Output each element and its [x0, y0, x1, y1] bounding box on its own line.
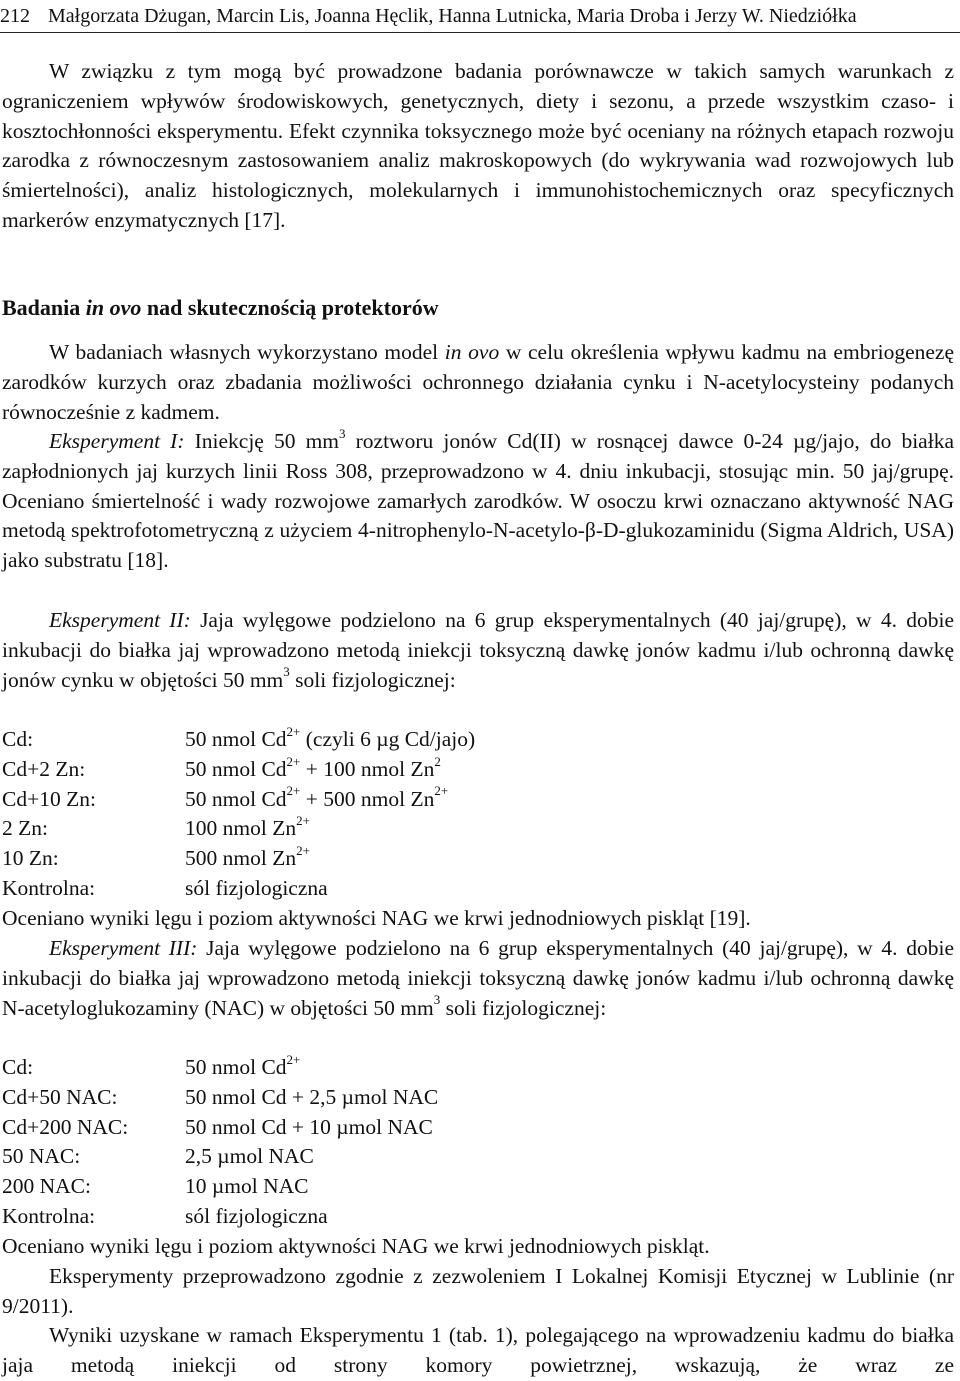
- exp2-group-label: Cd+2 Zn:: [2, 756, 86, 781]
- experiment-3-text: Jaja wylęgowe podzielono na 6 grup eksperymentalnych (40 jaj/grupę), w 4. dobie inkubacji do białka jaj wprowadzono metodą iniekcji toksyczną dawkę jonów kadmu i/lub ochronną dawkę N-acetyloglukozaminy (NAC) w objętości 50 mm: [2, 936, 954, 1020]
- exp3-row: [2, 1053, 954, 1083]
- exp3-group-label: Cd+200 NAC:: [2, 1114, 129, 1139]
- exp2-group-label: Cd:: [2, 727, 34, 751]
- exp2-dose-value: sól fizjologiczna: [185, 875, 328, 900]
- exp3-row: [2, 1113, 954, 1143]
- exp3-row: [2, 1172, 954, 1202]
- intro-paragraph: W związku z tym mogą być prowadzone badania porównawcze w takich samych warunkach z ograniczeniem wpływów środowiskowych, genetycznych, diety i sezonu, a przede wszystkim czaso- i kosztochłonności eksperymentu. Efekt czynnika toksycznego może być oceniany na różnych etapach rozwoju zarodka z równoczesnym zastosowaniem analiz makroskopowych (do wykrywania wad rozwojowych lub śmiertelności), analiz histologicznych, molekularnych i immunohistochemicznych oraz specyficznych markerów enzymatycznych [17].: [2, 59, 954, 232]
- experiment-2-paragraph: [2, 606, 954, 695]
- exp3-dose-value: sól fizjologiczna: [185, 1203, 328, 1228]
- heading-italic: in ovo: [85, 295, 142, 320]
- exp3-row: [2, 1142, 954, 1172]
- header-authors: Małgorzata Dżugan, Marcin Lis, Joanna Hęclik, Hanna Lutnicka, Maria Droba i Jerzy W. Niedziółka: [48, 5, 857, 27]
- exp2-row: [2, 785, 954, 815]
- running-header: [0, 4, 960, 28]
- exp3-row: [2, 1202, 954, 1232]
- experiment-2-sup: 3: [283, 664, 290, 680]
- experiment-1-paragraph: [2, 427, 954, 576]
- heading-text: Badania: [2, 295, 86, 320]
- exp3-dose-value: 50 nmol $Cd^{2+}$: [185, 1051, 301, 1079]
- exp2-row: [2, 844, 954, 874]
- experiment-3-paragraph: [2, 934, 954, 1023]
- exp3-dose-value: 2,5 µmol NAC: [185, 1144, 314, 1169]
- exp3-group-label: Cd+50 NAC:: [2, 1084, 118, 1109]
- experiment-3-label: Eksperyment III:: [49, 936, 198, 960]
- method-text: W badaniach własnych wykorzystano model: [49, 340, 445, 364]
- heading-text-end: nad skutecznością protektorów: [141, 295, 439, 320]
- method-paragraph: [2, 338, 954, 427]
- exp3-row: [2, 1083, 954, 1113]
- exp2-row: [2, 874, 954, 904]
- exp2-group-label: 2 Zn:: [2, 816, 48, 841]
- experiment-2-dose-list: [2, 725, 954, 904]
- exp3-group-label: 200 NAC:: [2, 1174, 91, 1199]
- exp3-group-label: 50 NAC:: [2, 1144, 81, 1169]
- experiment-2-text: Jaja wylęgowe podzielono na 6 grup eksperymentalnych (40 jaj/grupę), w 4. dobie inkubacji do białka jaj wprowadzono metodą iniekcji toksyczną dawkę jonów kadmu i/lub ochronną dawkę jonów cynku w objętości 50 mm: [2, 608, 954, 692]
- experiment-3-conclusion: Oceniano wyniki lęgu i poziom aktywności NAG we krwi jednodniowych piskląt.: [2, 1234, 710, 1258]
- exp2-dose-value: 50 nmol $Cd^{2+}$ (czyli 6 µg Cd/jajo): [185, 723, 476, 751]
- experiment-3-sup: 3: [433, 992, 441, 1008]
- experiment-3-text-end: soli fizjologicznej:: [440, 995, 607, 1020]
- experiment-1-sup: 3: [339, 425, 346, 441]
- exp2-group-label: Kontrolna:: [2, 875, 96, 900]
- experiment-1-text: Iniekcję 50 mm: [184, 429, 340, 453]
- exp3-group-label: Kontrolna:: [2, 1203, 96, 1228]
- page-number: 212: [0, 5, 30, 27]
- header-rule: [0, 32, 960, 33]
- exp2-row: [2, 725, 954, 755]
- experiment-2-text-end: soli fizjologicznej:: [289, 667, 456, 692]
- method-text-end: w celu określenia wpływu kadmu na embriogenezę zarodków kurzych oraz zbadania możliwości ochronnego działania cynku i N-acetylocysteiny podanych równocześnie z kadmem.: [2, 340, 954, 424]
- experiment-1-label: Eksperyment I:: [49, 429, 185, 453]
- exp2-row: [2, 755, 954, 785]
- exp3-dose-value: 50 nmol Cd + 10 µmol NAC: [185, 1114, 433, 1139]
- exp3-dose-value: 10 µmol NAC: [185, 1174, 309, 1199]
- section-heading: [2, 293, 954, 323]
- results-paragraph: Wyniki uzyskane w ramach Eksperymentu 1 (tab. 1), polegającego na wprowadzeniu kadmu do białka jaja metodą iniekcji od strony komory powietrznej, wskazują, że wraz ze: [2, 1323, 954, 1377]
- exp2-row: [2, 814, 954, 844]
- exp3-dose-value: 50 nmol Cd + 2,5 µmol NAC: [185, 1084, 439, 1109]
- exp2-dose-value: 50 nmol $Cd^{2+} + 500$ nmol $Zn^{2+}$: [185, 783, 449, 811]
- experiment-1-text-end: roztworu jonów Cd(II) w rosnącej dawce 0-24 µg/jajo, do białka zapłodnionych jaj kurzych linii Ross 308, przeprowadzono w 4. dniu inkubacji, stosując min. 50 jaj/grupę. Oceniano śmiertelność i wady rozwojowe zamarłych zarodków. W osoczu krwi oznaczano aktywność NAG metodą spektrofotometryczną z użyciem 4-nitrophenylo-N-acetylo-β-D-glukozaminidu (Sigma Aldrich, USA) jako substratu [18].: [2, 429, 954, 573]
- exp2-dose-value: 100 nmol $Zn^{2+}$: [185, 813, 310, 841]
- experiment-2-label: Eksperyment II:: [49, 608, 191, 632]
- method-italic: in ovo: [444, 340, 500, 364]
- exp2-dose-value: 50 nmol $Cd^{2+} + 100$ nmol Zn$^2$: [185, 753, 441, 781]
- exp2-dose-value: 500 nmol $Zn^{2+}$: [185, 843, 310, 871]
- experiment-3-dose-list: [2, 1053, 954, 1232]
- exp2-group-label: Cd+10 Zn:: [2, 786, 96, 811]
- experiment-2-conclusion: Oceniano wyniki lęgu i poziom aktywności NAG we krwi jednodniowych piskląt [19].: [2, 906, 751, 930]
- ethics-paragraph: Eksperymenty przeprowadzono zgodnie z zezwoleniem I Lokalnej Komisji Etycznej w Lublinie (nr 9/2011).: [2, 1264, 954, 1318]
- exp2-group-label: 10 Zn:: [2, 846, 59, 871]
- exp3-group-label: Cd:: [2, 1055, 34, 1079]
